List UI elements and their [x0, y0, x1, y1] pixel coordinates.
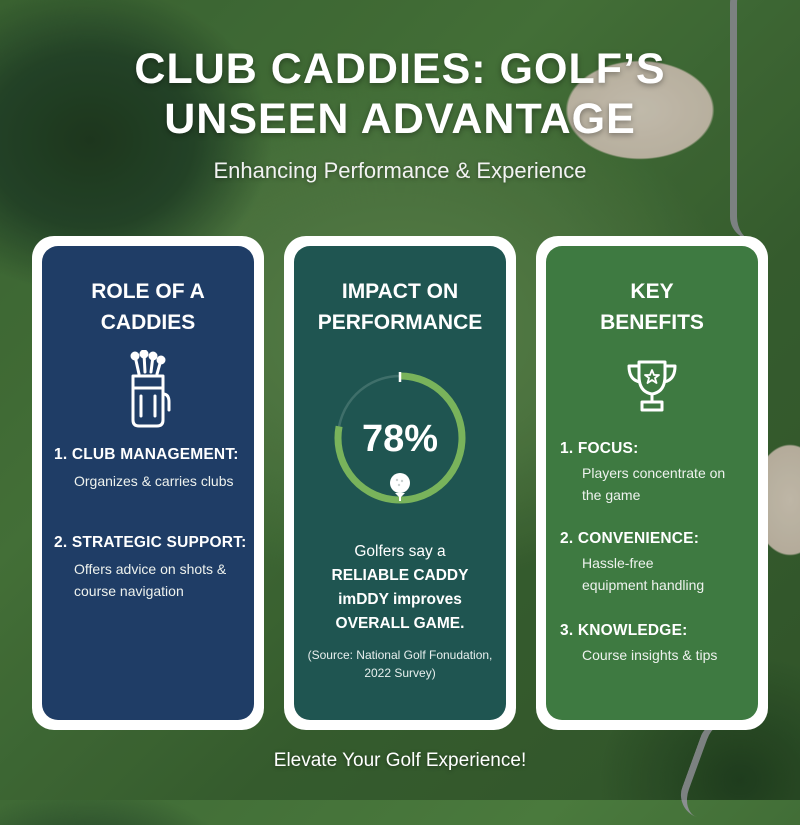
page-subtitle: Enhancing Performance & Experience	[213, 158, 587, 183]
role-item-1-body	[74, 470, 234, 492]
card-impact	[284, 236, 516, 730]
impact-desc-line-2: RELIABLE CADDY	[331, 567, 469, 584]
card-impact-panel	[294, 246, 506, 720]
card-benefits-title	[546, 276, 758, 338]
impact-description	[294, 540, 506, 636]
impact-source-line-2: 2022 Survey)	[364, 666, 436, 680]
benefit-item-1-body-line-2: the game	[582, 487, 641, 503]
role-item-1-body-line-1: Organizes & carries clubs	[74, 473, 234, 489]
role-item-2-body	[74, 558, 226, 602]
impact-desc-line-3: imDDY improves	[338, 591, 462, 608]
card-impact-title-line-2: PERFORMANCE	[317, 311, 483, 334]
benefit-item-2-head: 2. CONVENIENCE:	[560, 530, 700, 547]
impact-desc-line-4: OVERALL GAME.	[335, 615, 465, 632]
card-role-title-line-1: ROLE OF A	[91, 280, 205, 303]
card-role-panel	[42, 246, 254, 720]
benefit-item-2-body-line-2: equipment handling	[582, 577, 705, 593]
trophy-icon	[623, 358, 681, 419]
benefit-item-3-head: 3. KNOWLEDGE:	[560, 622, 688, 639]
card-benefits-panel	[546, 246, 758, 720]
page-title	[0, 44, 800, 144]
card-impact-title	[294, 276, 506, 338]
card-benefits-title-line-2: BENEFITS	[600, 311, 704, 334]
footer-tagline: Elevate Your Golf Experience!	[273, 750, 527, 771]
title-line-2: UNSEEN ADVANTAGE	[164, 95, 636, 143]
card-role-title-line-2: CADDIES	[100, 311, 196, 334]
benefit-item-1-head: 1. FOCUS:	[560, 440, 639, 457]
card-role	[32, 236, 264, 730]
role-item-2-head: 2. STRATEGIC SUPPORT:	[54, 534, 247, 551]
benefit-item-3-body-line-1: Course insights & tips	[582, 647, 718, 663]
card-benefits-title-line-1: KEY	[630, 280, 674, 303]
role-item-2-body-line-2: course navigation	[74, 583, 184, 599]
golf-ball-on-tee-icon	[387, 472, 413, 507]
benefit-item-1-body-line-1: Players concentrate on	[582, 465, 726, 481]
impact-desc-line-1: Golfers say a	[354, 543, 446, 560]
card-impact-title-line-1: IMPACT ON	[341, 280, 459, 303]
card-role-title	[42, 276, 254, 338]
role-item-1-head: 1. CLUB MANAGEMENT:	[54, 446, 239, 463]
benefit-item-3-body	[582, 644, 717, 666]
benefit-item-2-body	[582, 552, 704, 596]
title-line-1: CLUB CADDIES: GOLF’S	[134, 45, 666, 93]
card-benefits	[536, 236, 768, 730]
impact-source	[294, 646, 506, 682]
role-item-2-body-line-1: Offers advice on shots &	[74, 561, 227, 577]
impact-source-line-1: (Source: National Golf Fonudation,	[307, 648, 493, 662]
impact-stat-value: 78%	[361, 418, 439, 460]
golf-bag-icon	[125, 350, 171, 435]
benefit-item-1-body	[582, 462, 725, 506]
benefit-item-2-body-line-1: Hassle-free	[582, 555, 654, 571]
